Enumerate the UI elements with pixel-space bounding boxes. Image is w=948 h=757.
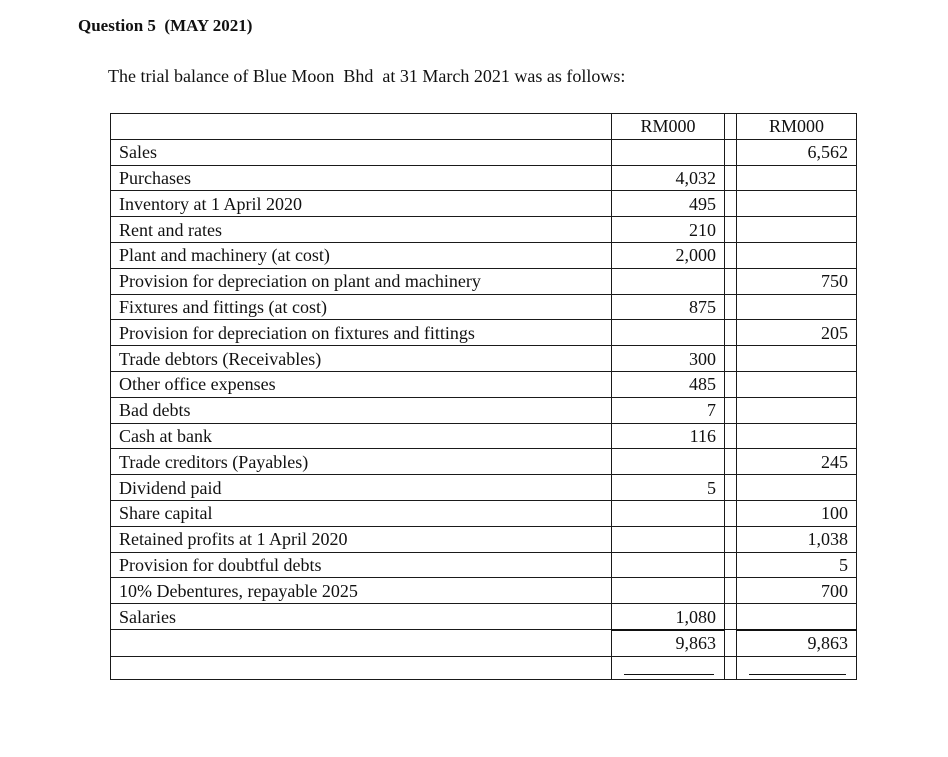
double-underline-row — [111, 656, 857, 679]
column-gap — [725, 191, 737, 217]
table-row — [111, 475, 857, 501]
account-label: Purchases — [111, 165, 612, 191]
question-title: Question 5 (MAY 2021) — [78, 16, 253, 35]
debit-amount — [612, 320, 725, 346]
debit-double-underline — [612, 656, 725, 679]
column-gap — [725, 423, 737, 449]
credit-amount: 100 — [737, 500, 857, 526]
account-label: Provision for depreciation on plant and machinery — [111, 268, 612, 294]
table-row — [111, 320, 857, 346]
trial-balance-table — [110, 113, 857, 680]
credit-double-underline — [737, 656, 857, 679]
totals-row — [111, 630, 857, 656]
table-row — [111, 552, 857, 578]
account-label: Other office expenses — [111, 371, 612, 397]
table-row — [111, 500, 857, 526]
column-gap — [725, 320, 737, 346]
table-row — [111, 371, 857, 397]
header-row — [111, 114, 857, 140]
trial-balance-body — [111, 114, 857, 680]
debit-amount: 7 — [612, 397, 725, 423]
account-label: Cash at bank — [111, 423, 612, 449]
column-gap — [725, 526, 737, 552]
debit-amount — [612, 578, 725, 604]
debit-header: RM000 — [612, 114, 725, 140]
column-gap — [725, 656, 737, 679]
underline-rule — [749, 674, 846, 675]
table-row — [111, 397, 857, 423]
column-gap — [725, 449, 737, 475]
debit-amount: 2,000 — [612, 242, 725, 268]
debit-amount: 485 — [612, 371, 725, 397]
table-row — [111, 139, 857, 165]
table-row — [111, 294, 857, 320]
credit-amount: 5 — [737, 552, 857, 578]
account-label: Inventory at 1 April 2020 — [111, 191, 612, 217]
account-label: Retained profits at 1 April 2020 — [111, 526, 612, 552]
account-label: Salaries — [111, 604, 612, 630]
underline-rule — [624, 674, 714, 675]
column-gap — [725, 242, 737, 268]
credit-amount — [737, 371, 857, 397]
account-label: Provision for doubtful debts — [111, 552, 612, 578]
debit-amount — [612, 139, 725, 165]
table-row — [111, 578, 857, 604]
debit-amount: 210 — [612, 217, 725, 243]
column-gap — [725, 500, 737, 526]
table-row — [111, 191, 857, 217]
debit-amount: 495 — [612, 191, 725, 217]
table-row — [111, 423, 857, 449]
credit-amount — [737, 346, 857, 372]
account-label: Share capital — [111, 500, 612, 526]
column-gap — [725, 114, 737, 140]
credit-amount: 245 — [737, 449, 857, 475]
debit-amount — [612, 526, 725, 552]
debit-amount: 1,080 — [612, 604, 725, 630]
debit-amount: 9,863 — [612, 630, 725, 656]
debit-amount — [612, 449, 725, 475]
column-gap — [725, 217, 737, 243]
column-gap — [725, 578, 737, 604]
table-row — [111, 346, 857, 372]
table-row — [111, 604, 857, 630]
table-row — [111, 165, 857, 191]
column-gap — [725, 630, 737, 656]
credit-amount: 9,863 — [737, 630, 857, 656]
header-label-cell — [111, 114, 612, 140]
column-gap — [725, 346, 737, 372]
credit-amount: 205 — [737, 320, 857, 346]
column-gap — [725, 475, 737, 501]
column-gap — [725, 294, 737, 320]
account-label: Provision for depreciation on fixtures and fittings — [111, 320, 612, 346]
credit-amount — [737, 423, 857, 449]
credit-amount — [737, 475, 857, 501]
debit-amount: 5 — [612, 475, 725, 501]
debit-amount — [612, 268, 725, 294]
question-intro: The trial balance of Blue Moon Bhd at 31 March 2021 was as follows: — [108, 66, 626, 86]
column-gap — [725, 371, 737, 397]
debit-amount: 116 — [612, 423, 725, 449]
account-label: Trade debtors (Receivables) — [111, 346, 612, 372]
account-label: Fixtures and fittings (at cost) — [111, 294, 612, 320]
table-row — [111, 449, 857, 475]
table-row — [111, 526, 857, 552]
credit-amount — [737, 397, 857, 423]
column-gap — [725, 397, 737, 423]
debit-amount: 875 — [612, 294, 725, 320]
debit-amount: 4,032 — [612, 165, 725, 191]
debit-amount — [612, 500, 725, 526]
account-label: Sales — [111, 139, 612, 165]
credit-amount: 6,562 — [737, 139, 857, 165]
account-label: 10% Debentures, repayable 2025 — [111, 578, 612, 604]
account-label: Rent and rates — [111, 217, 612, 243]
credit-amount — [737, 165, 857, 191]
column-gap — [725, 552, 737, 578]
credit-amount: 700 — [737, 578, 857, 604]
table-row — [111, 268, 857, 294]
empty-cell — [111, 656, 612, 679]
credit-header: RM000 — [737, 114, 857, 140]
column-gap — [725, 268, 737, 294]
credit-amount — [737, 217, 857, 243]
credit-amount — [737, 191, 857, 217]
account-label: Dividend paid — [111, 475, 612, 501]
column-gap — [725, 139, 737, 165]
credit-amount — [737, 294, 857, 320]
account-label: Bad debts — [111, 397, 612, 423]
credit-amount — [737, 242, 857, 268]
account-label — [111, 630, 612, 656]
table-row — [111, 242, 857, 268]
credit-amount: 750 — [737, 268, 857, 294]
column-gap — [725, 165, 737, 191]
debit-amount — [612, 552, 725, 578]
column-gap — [725, 604, 737, 630]
account-label: Plant and machinery (at cost) — [111, 242, 612, 268]
account-label: Trade creditors (Payables) — [111, 449, 612, 475]
credit-amount: 1,038 — [737, 526, 857, 552]
table-row — [111, 217, 857, 243]
credit-amount — [737, 604, 857, 630]
debit-amount: 300 — [612, 346, 725, 372]
